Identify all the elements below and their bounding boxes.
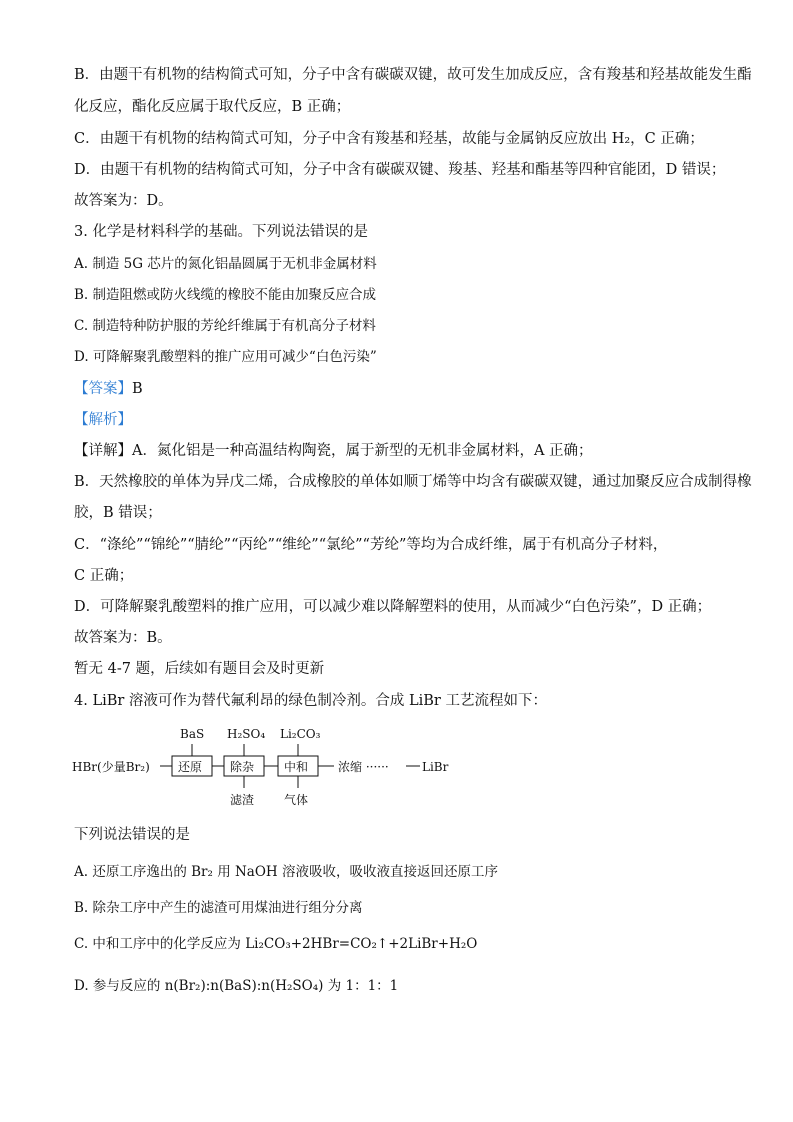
text-line: B．由题干有机物的结构简式可知，分子中含有碳碳双键，故可发生加成反应，含有羧基和羟基故能发生酯 (74, 67, 752, 83)
step-neutralize: 中和 (284, 760, 309, 774)
option-b: B. 除杂工序中产生的滤渣可用煤油进行组分分离 (74, 900, 363, 916)
question-4-stem: 4. LiBr 溶液可作为替代氟利昂的绿色制冷剂。合成 LiBr 工艺流程如下： (74, 693, 547, 709)
step-purify: 除杂 (230, 760, 255, 774)
option-d: D. 参与反应的 n(Br₂):n(BaS):n(H₂SO₄) 为 1：1：1 (74, 978, 399, 994)
text-line: B．天然橡胶的单体为异戊二烯，合成橡胶的单体如顺丁烯等中均含有碳碳双键，通过加聚反应合成制得橡 (74, 474, 752, 490)
reagent-li2co3: Li₂CO₃ (280, 727, 321, 741)
option-b: B. 制造阻燃或防火线缆的橡胶不能由加聚反应合成 (74, 287, 377, 303)
text-line: 暂无 4-7 题，后续如有题目会及时更新 (74, 661, 325, 677)
question-3-stem: 3. 化学是材料科学的基础。下列说法错误的是 (74, 224, 368, 240)
option-c: C. 制造特种防护服的芳纶纤维属于有机高分子材料 (74, 318, 376, 334)
option-a: A. 还原工序逸出的 Br₂ 用 NaOH 溶液吸收，吸收液直接返回还原工序 (74, 864, 498, 880)
text-line: 故答案为：D。 (74, 193, 173, 209)
answer-line (74, 379, 143, 399)
text-line: 下列说法错误的是 (74, 827, 190, 843)
text-line: C．由题干有机物的结构简式可知，分子中含有羧基和羟基，故能与金属钠反应放出 H₂，C 正确； (74, 131, 704, 147)
step-concentrate: 浓缩 ······ (338, 760, 389, 774)
flow-product: LiBr (422, 760, 449, 774)
option-d: D. 可降解聚乳酸塑料的推广应用可减少“白色污染” (74, 349, 377, 365)
text-line: 化反应，酯化反应属于取代反应，B 正确； (74, 99, 351, 115)
option-c: C. 中和工序中的化学反应为 Li₂CO₃+2HBr=CO₂↑+2LiBr+H₂O (74, 936, 478, 952)
option-a: A. 制造 5G 芯片的氮化铝晶圆属于无机非金属材料 (74, 256, 377, 272)
step-reduce: 还原 (178, 760, 203, 774)
answer-tag: 【答案】 (74, 381, 132, 397)
text-line: 胶，B 错误； (74, 505, 162, 521)
reagent-h2so4: H₂SO₄ (227, 727, 266, 741)
text-line: D．可降解聚乳酸塑料的推广应用，可以减少难以降解塑料的使用，从而减少“白色污染”，D 正确； (74, 599, 712, 615)
reagent-bas: BaS (180, 727, 205, 741)
process-flow-diagram (72, 722, 472, 812)
output-residue: 滤渣 (230, 793, 255, 807)
text-line: 【详解】A．氮化铝是一种高温结构陶瓷，属于新型的无机非金属材料，A 正确； (74, 443, 593, 459)
analysis-tag: 【解析】 (74, 412, 132, 428)
output-gas: 气体 (284, 793, 309, 807)
flow-input: HBr(少量Br₂) (72, 760, 150, 774)
answer-value: B (132, 381, 143, 397)
text-line: C．“涤纶”“锦纶”“腈纶”“丙纶”“维纶”“氯纶”“芳纶”等均为合成纤维，属于有机高分子材料， (74, 537, 668, 553)
text-line: 故答案为：B。 (74, 630, 172, 646)
text-line: C 正确； (74, 568, 134, 584)
text-line: D．由题干有机物的结构简式可知，分子中含有碳碳双键、羧基、羟基和酯基等四种官能团，D 错误； (74, 162, 726, 178)
